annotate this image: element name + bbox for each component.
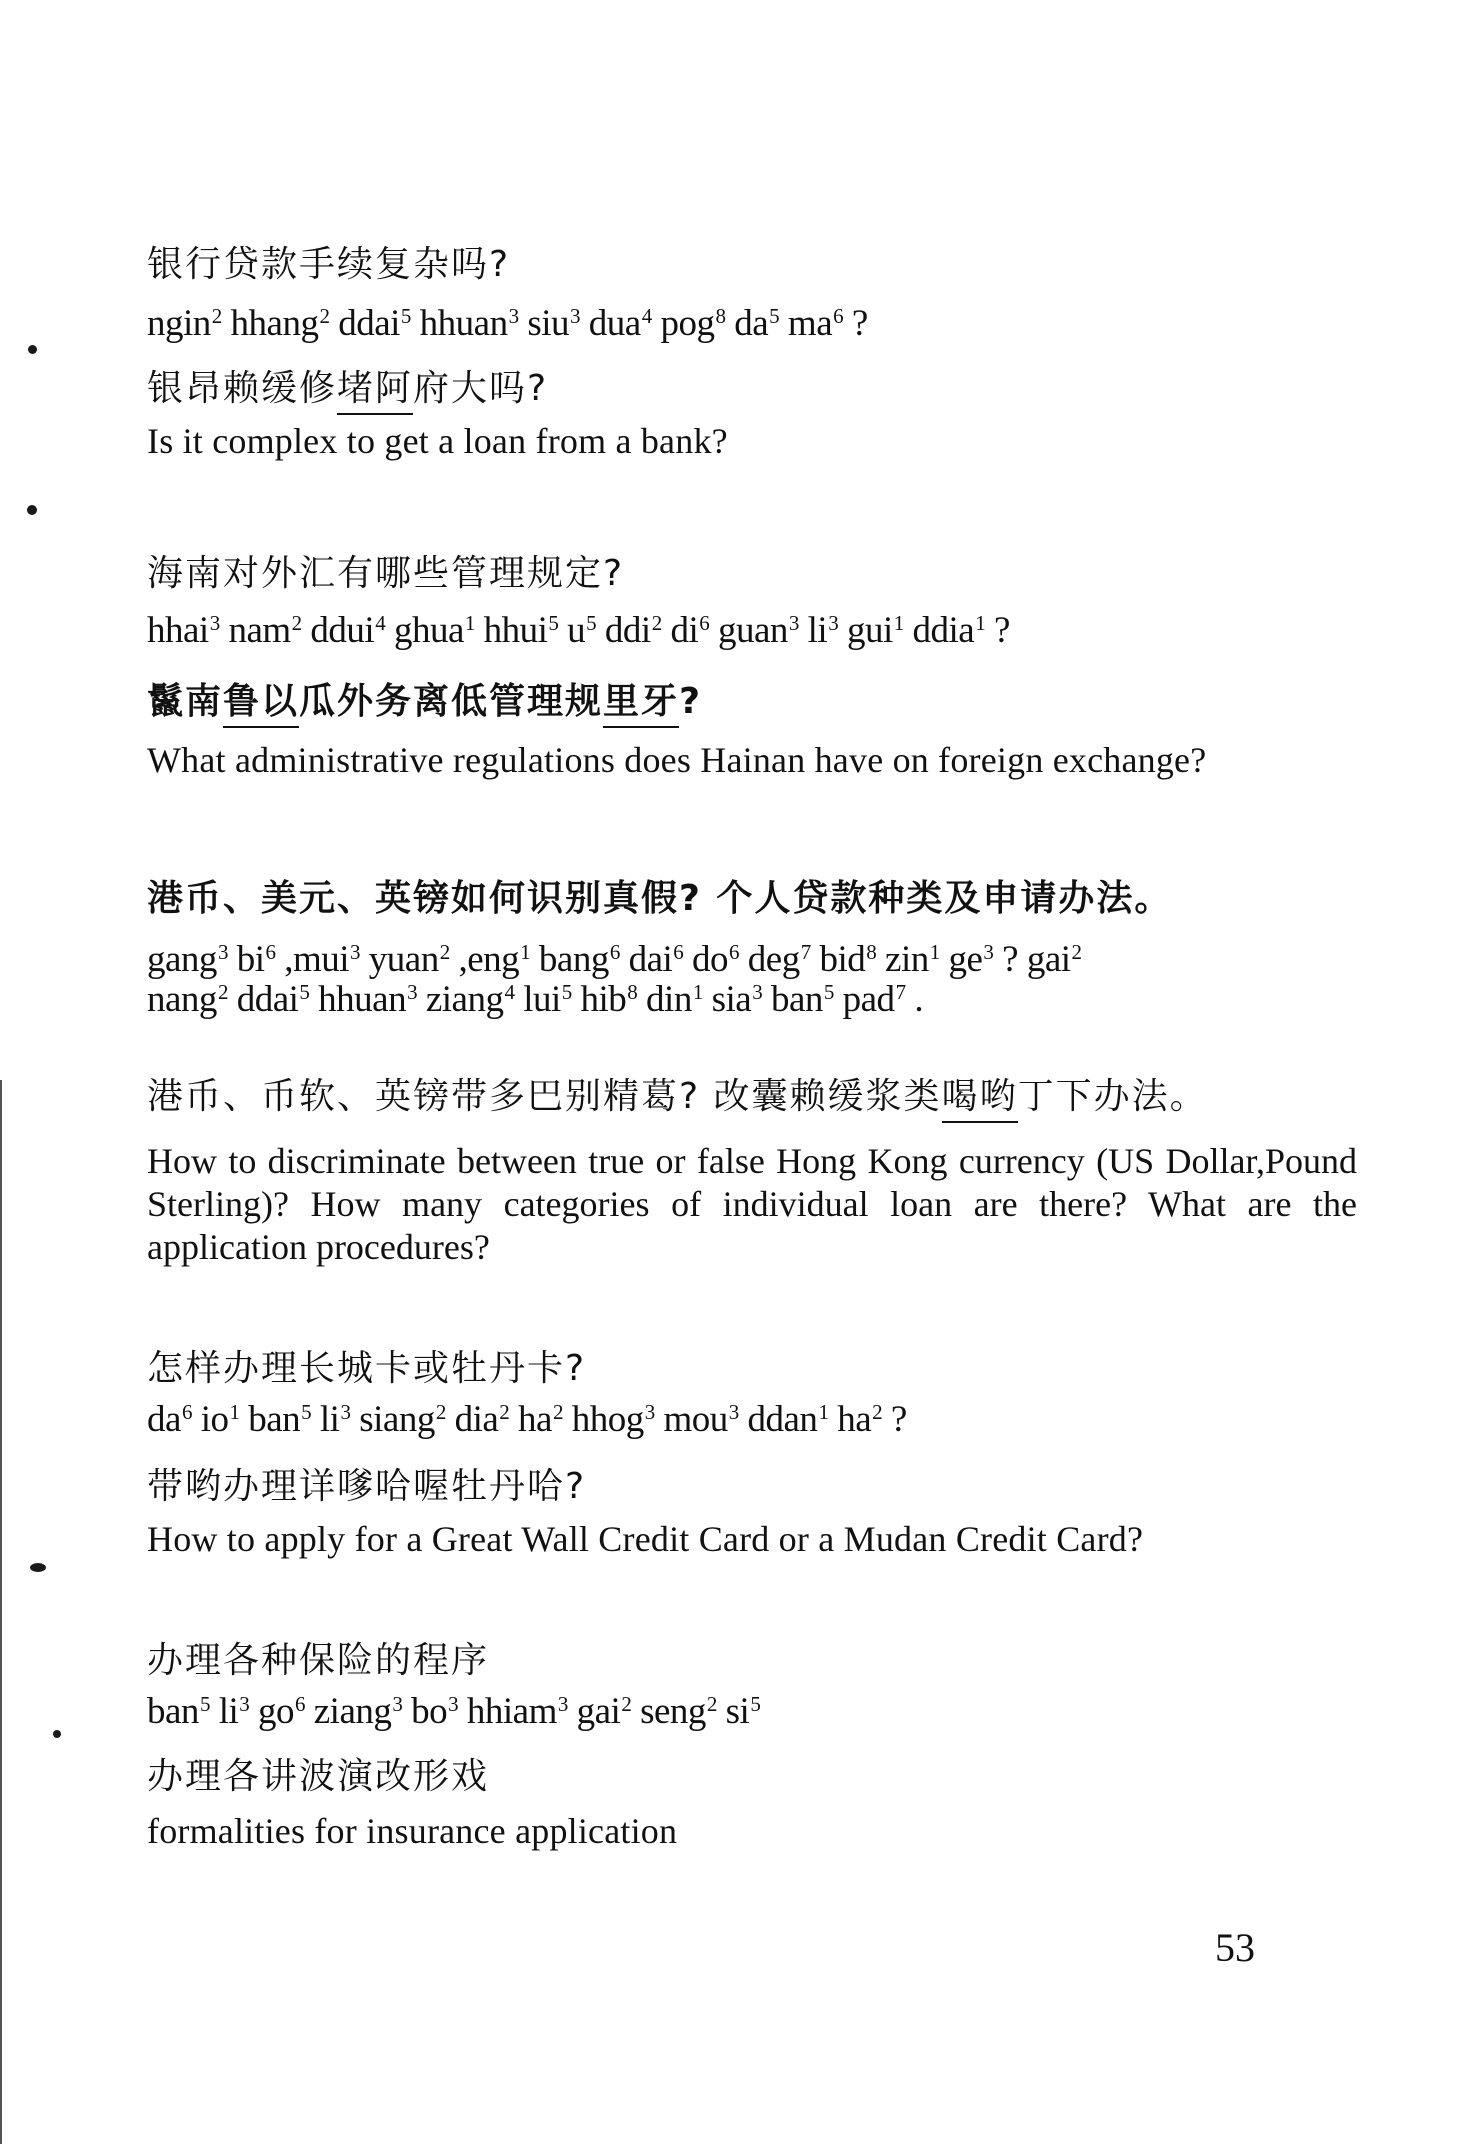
syllable: ha: [518, 1399, 552, 1440]
syllable: zin: [885, 939, 929, 980]
tone-number: 2: [651, 611, 662, 635]
mandarin-text: 怎样办理长城卡或牡丹卡?: [147, 1348, 587, 1389]
tone-number: 2: [499, 1400, 510, 1424]
tone-number: 6: [729, 940, 740, 964]
tone-number: 6: [181, 1400, 192, 1424]
mandarin-text: 港币、美元、英镑如何识别真假? 个人贷款种类及申请办法。: [147, 878, 1173, 919]
tone-number: 3: [557, 1692, 568, 1716]
english-translation: How to discriminate between true or false Hong Kong currency (US Dollar,Pound Sterling)? How many categories of individual loan are there? What are the application procedures?: [147, 1141, 1357, 1267]
syllable: hib: [580, 979, 627, 1020]
tone-number: 3: [217, 940, 228, 964]
syllable: deg: [747, 939, 800, 980]
tone-number: 2: [217, 980, 228, 1004]
syllable: dai: [628, 939, 673, 980]
syllable: da: [734, 303, 769, 344]
tone-number: 1: [975, 611, 986, 635]
tone-number: 1: [929, 940, 940, 964]
tone-number: 6: [265, 940, 276, 964]
page-number: 53: [1215, 1925, 1255, 1970]
tone-number: 1: [464, 611, 475, 635]
syllable: din: [646, 979, 692, 1020]
syllable: hhiam: [466, 1691, 557, 1732]
binding-edge: [0, 1080, 2, 2144]
tone-number: 2: [319, 304, 330, 328]
syllable: io: [200, 1399, 229, 1440]
tone-number: 2: [291, 611, 302, 635]
syllable: hhuan: [419, 303, 508, 344]
hainanese-text: 带哟办理详嗲哈喔牡丹哈?: [147, 1466, 587, 1507]
tone-number: 3: [448, 1692, 459, 1716]
syllable: hhang: [230, 303, 319, 344]
tone-number: 8: [627, 980, 638, 1004]
hainanese-text: 办理各讲波演改形戏: [147, 1756, 490, 1797]
syllable: li: [807, 610, 828, 651]
syllable: pog: [660, 303, 715, 344]
tone-number: 3: [340, 1400, 351, 1424]
syllable: li: [218, 1691, 239, 1732]
syllable: sia: [711, 979, 752, 1020]
syllable: ? gai: [1002, 939, 1071, 980]
scan-speck: [27, 505, 37, 515]
syllable: ,mui: [284, 939, 350, 980]
tone-number: 3: [788, 611, 799, 635]
tone-number: 2: [435, 1400, 446, 1424]
syllable: gai: [576, 1691, 621, 1732]
romanization-text: [147, 938, 1082, 981]
romanization-text: [147, 302, 868, 345]
hainanese-text: 鬣南鲁以瓜外务离低管理规里牙?: [147, 681, 702, 722]
syllable: si: [725, 1691, 750, 1732]
romanization-text: [147, 1398, 907, 1441]
punctuation: ?: [890, 1399, 907, 1440]
tone-number: 1: [229, 1400, 240, 1424]
mandarin-text: 办理各种保险的程序: [147, 1640, 490, 1681]
syllable: nang: [147, 979, 217, 1020]
tone-number: 6: [609, 940, 620, 964]
syllable: do: [692, 939, 729, 980]
tone-number: 1: [818, 1400, 829, 1424]
syllable: mou: [663, 1399, 728, 1440]
syllable: ghua: [393, 610, 464, 651]
syllable: ddia: [912, 610, 975, 651]
tone-number: 3: [644, 1400, 655, 1424]
tone-number: 5: [400, 304, 411, 328]
syllable: bi: [236, 939, 265, 980]
tone-number: 5: [299, 980, 310, 1004]
tone-number: 6: [833, 304, 844, 328]
tone-number: 1: [893, 611, 904, 635]
tone-number: 3: [407, 980, 418, 1004]
syllable: yuan: [368, 939, 439, 980]
tone-number: 7: [800, 940, 811, 964]
tone-number: 3: [508, 304, 519, 328]
punctuation: ?: [851, 303, 868, 344]
tone-number: 1: [520, 940, 531, 964]
scan-speck: [28, 345, 37, 354]
syllable: ban: [147, 1691, 199, 1732]
syllable: di: [670, 610, 699, 651]
syllable: bid: [819, 939, 866, 980]
tone-number: 5: [548, 611, 559, 635]
tone-number: 5: [561, 980, 572, 1004]
tone-number: 5: [769, 304, 780, 328]
tone-number: 2: [439, 940, 450, 964]
syllable: gang: [147, 939, 217, 980]
tone-number: 6: [699, 611, 710, 635]
syllable: siang: [359, 1399, 435, 1440]
tone-number: 4: [504, 980, 515, 1004]
syllable: ddui: [310, 610, 375, 651]
tone-number: 3: [983, 940, 994, 964]
tone-number: 2: [211, 304, 222, 328]
syllable: pad: [842, 979, 895, 1020]
tone-number: 5: [823, 980, 834, 1004]
tone-number: 5: [301, 1400, 312, 1424]
mandarin-text: 海南对外汇有哪些管理规定?: [147, 553, 625, 594]
tone-number: 2: [706, 1692, 717, 1716]
hainanese-text: 银昂赖缓修堵阿府大吗?: [147, 368, 549, 409]
syllable: ge: [948, 939, 983, 980]
romanization-text: [147, 609, 1010, 652]
syllable: ddan: [747, 1399, 818, 1440]
syllable: ma: [787, 303, 833, 344]
syllable: go: [258, 1691, 294, 1732]
tone-number: 4: [641, 304, 652, 328]
underlined-term: 堵阿: [337, 368, 414, 409]
syllable: hhai: [147, 610, 209, 651]
tone-number: 8: [715, 304, 726, 328]
syllable: ziang: [313, 1691, 392, 1732]
english-translation: Is it complex to get a loan from a bank?: [147, 421, 728, 461]
syllable: ddai: [236, 979, 299, 1020]
syllable: ddai: [338, 303, 400, 344]
tone-number: 3: [392, 1692, 403, 1716]
tone-number: 3: [752, 980, 763, 1004]
tone-number: 8: [866, 940, 877, 964]
tone-number: 2: [552, 1400, 563, 1424]
syllable: ziang: [425, 979, 504, 1020]
syllable: ddi: [604, 610, 651, 651]
syllable: da: [147, 1399, 181, 1440]
tone-number: 3: [209, 611, 220, 635]
tone-number: 6: [295, 1692, 305, 1716]
romanization-text-continued: [147, 978, 923, 1021]
syllable: dia: [454, 1399, 499, 1440]
syllable: ngin: [147, 303, 211, 344]
romanization-text: [147, 1690, 760, 1733]
syllable: ,eng: [458, 939, 520, 980]
syllable: seng: [640, 1691, 706, 1732]
tone-number: 3: [239, 1692, 250, 1716]
syllable: ban: [770, 979, 823, 1020]
syllable: siu: [527, 303, 570, 344]
underlined-term: 鲁以: [223, 681, 300, 722]
tone-number: 3: [350, 940, 361, 964]
punctuation: ?: [993, 610, 1010, 651]
syllable: lui: [523, 979, 561, 1020]
underlined-term: 里牙: [603, 681, 680, 722]
syllable: hhui: [483, 610, 548, 651]
syllable: li: [319, 1399, 340, 1440]
english-translation: formalities for insurance application: [147, 1811, 678, 1851]
tone-number: 4: [375, 611, 386, 635]
syllable: gui: [846, 610, 893, 651]
tone-number: 1: [692, 980, 703, 1004]
scan-speck: [30, 1563, 46, 1572]
syllable: u: [567, 610, 586, 651]
punctuation: .: [914, 979, 924, 1020]
tone-number: 5: [199, 1692, 210, 1716]
tone-number: 2: [872, 1400, 883, 1424]
syllable: ha: [837, 1399, 872, 1440]
syllable: ban: [248, 1399, 301, 1440]
tone-number: 2: [621, 1692, 632, 1716]
syllable: hhuan: [318, 979, 407, 1020]
scan-speck: [53, 1730, 61, 1738]
tone-number: 6: [673, 940, 684, 964]
tone-number: 3: [570, 304, 581, 328]
syllable: hhog: [571, 1399, 644, 1440]
syllable: bo: [411, 1691, 448, 1732]
syllable: dua: [588, 303, 641, 344]
tone-number: 2: [1071, 940, 1082, 964]
mandarin-text: 银行贷款手续复杂吗?: [147, 244, 511, 285]
hainanese-text: 港币、币软、英镑带多巴别精葛? 改囊赖缓浆类喝哟丁下办法。: [147, 1076, 1208, 1117]
english-translation: How to apply for a Great Wall Credit Card or a Mudan Credit Card?: [147, 1519, 1144, 1559]
tone-number: 5: [586, 611, 597, 635]
syllable: guan: [717, 610, 788, 651]
tone-number: 3: [728, 1400, 739, 1424]
english-translation: What administrative regulations does Hainan have on foreign exchange?: [147, 740, 1207, 780]
tone-number: 7: [895, 980, 906, 1004]
tone-number: 5: [750, 1692, 761, 1716]
underlined-term: 喝哟: [941, 1076, 1018, 1117]
syllable: bang: [538, 939, 609, 980]
syllable: nam: [228, 610, 291, 651]
tone-number: 3: [828, 611, 839, 635]
